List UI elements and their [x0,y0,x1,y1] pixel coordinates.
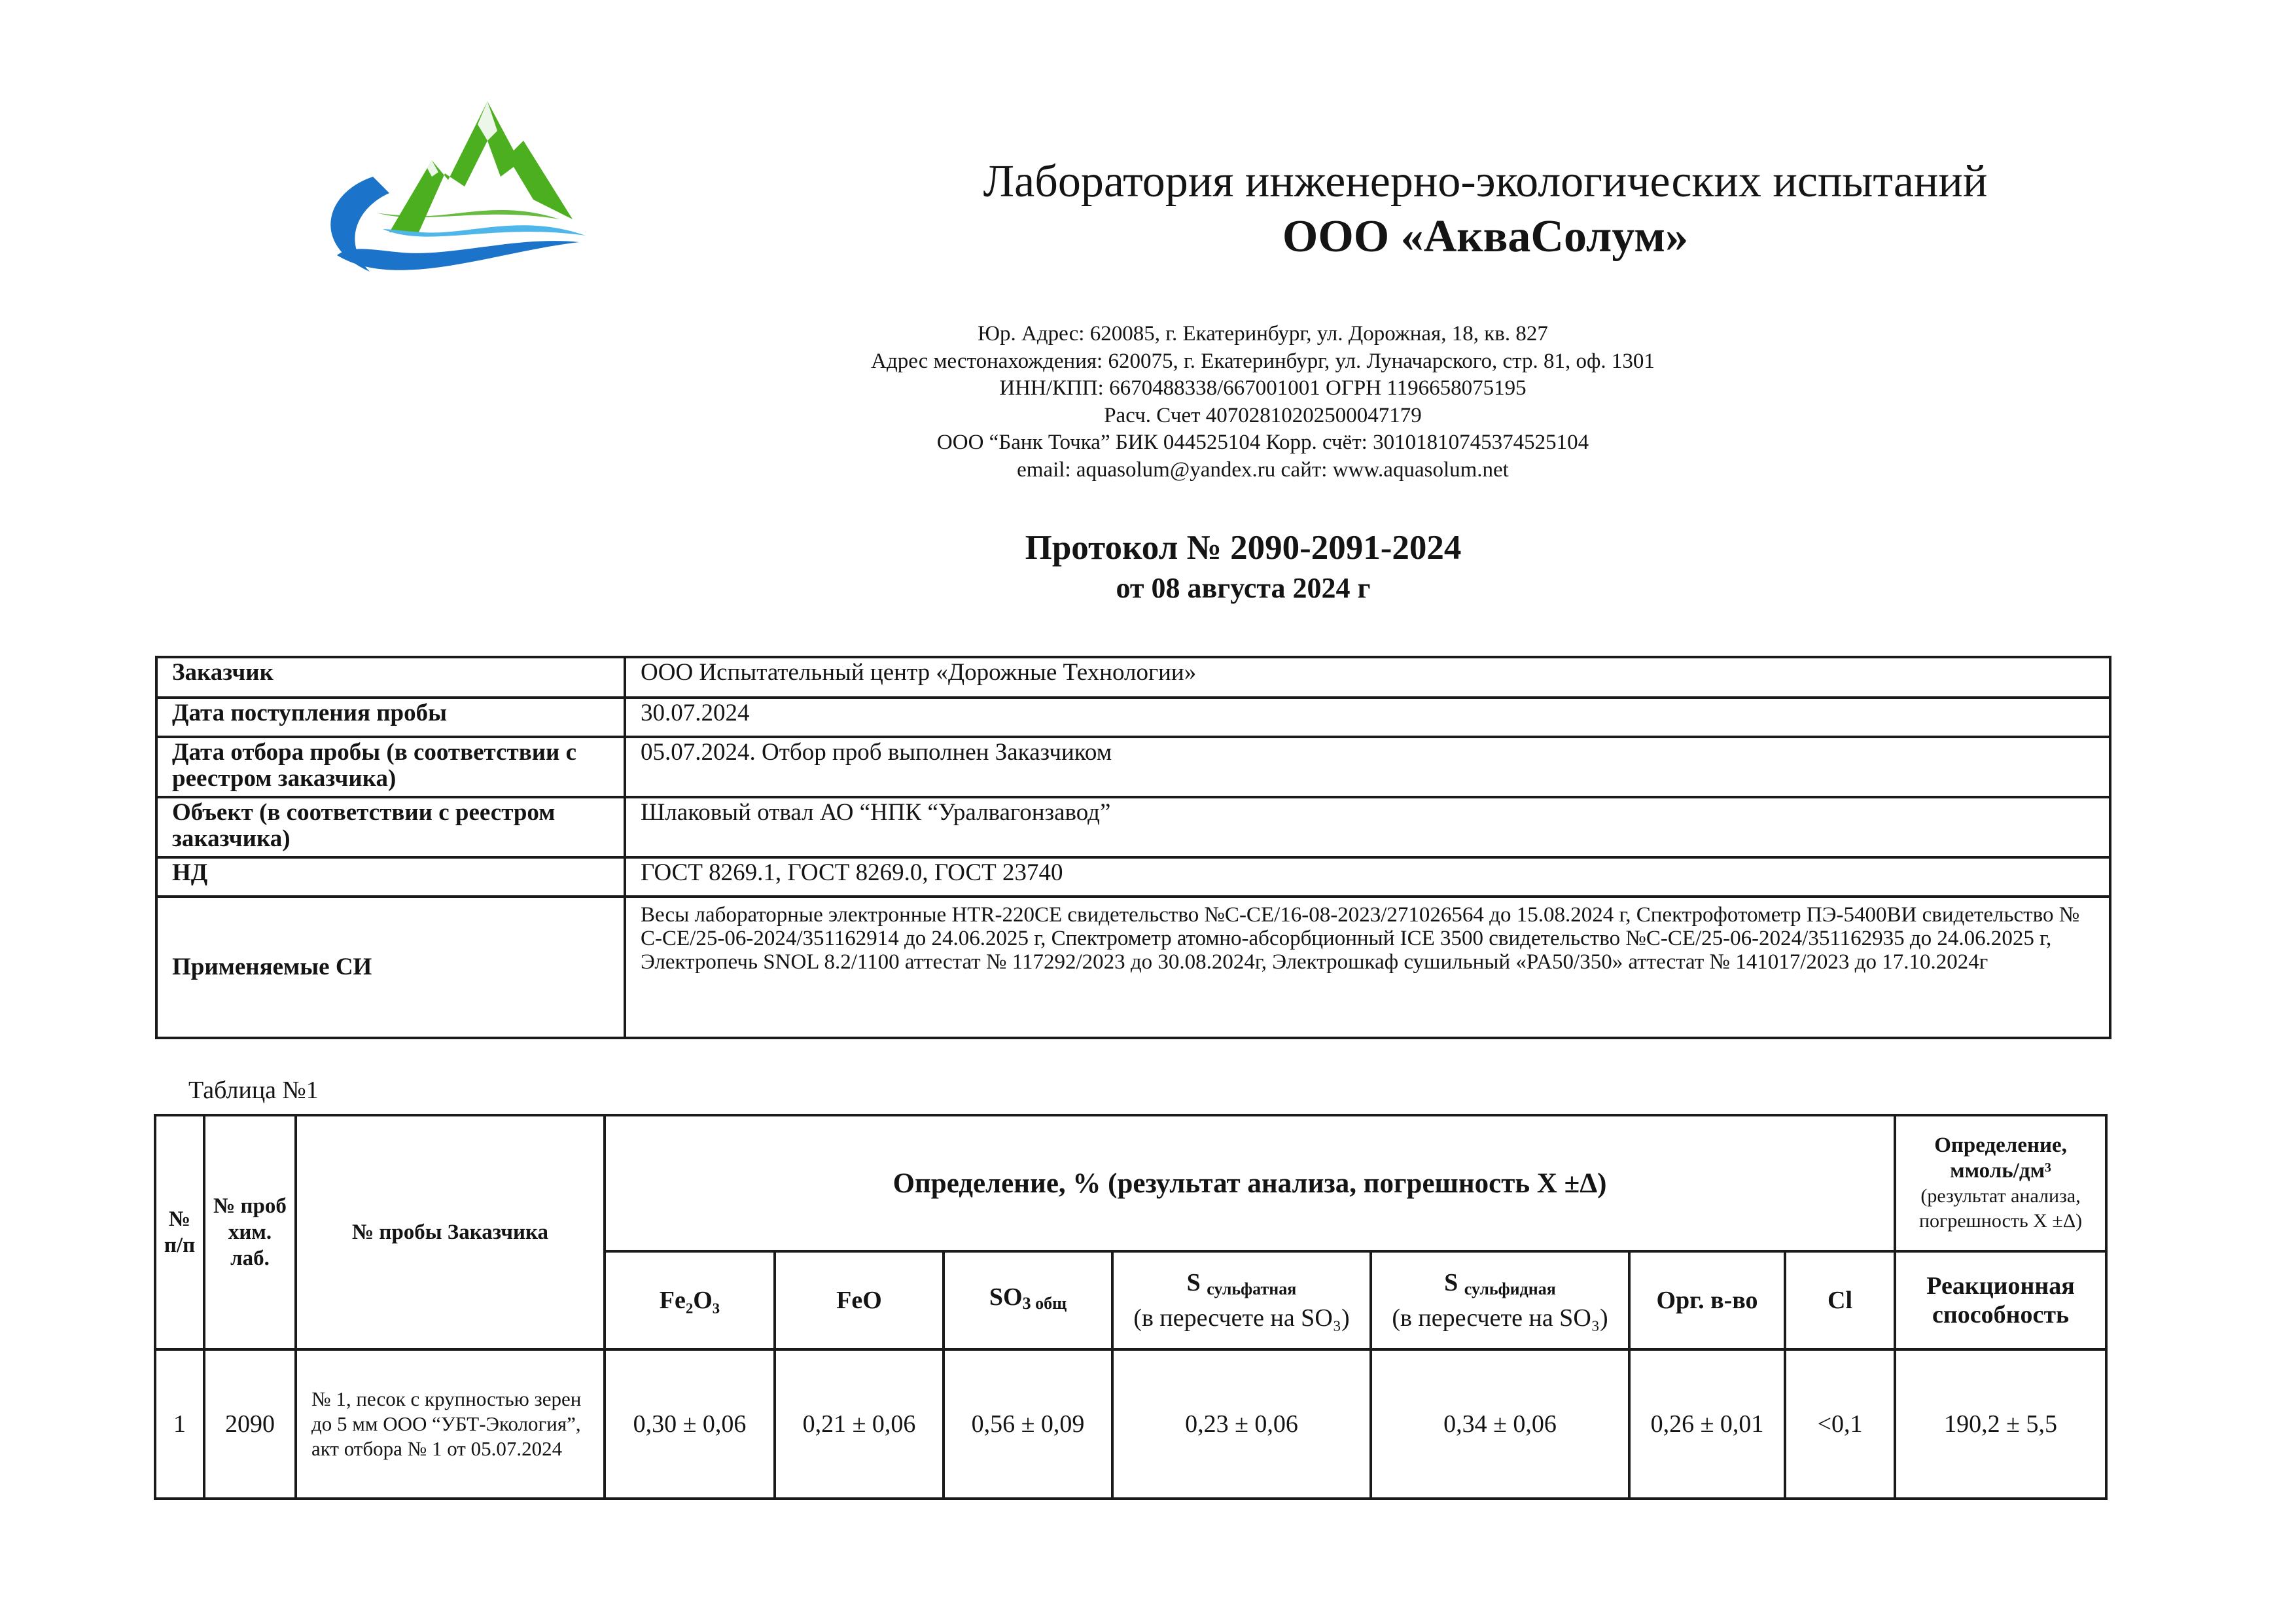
info-label: Дата поступления пробы [156,698,625,737]
info-row [156,797,2110,857]
cell-so3: 0,56 ± 0,09 [944,1349,1112,1499]
header-mmol-unit: ммоль/дм³ [1950,1159,2051,1183]
cell-s-sulfate: 0,23 ± 0,06 [1112,1349,1371,1499]
header-so3-sub: 3 общ [1022,1294,1067,1313]
info-label: Заказчик [156,657,625,698]
cell-sample: № 1, песок с крупностью зерен до 5 мм ООО “УБТ-Экология”, акт отбора № 1 от 05.07.2024 [296,1349,605,1499]
info-row [156,698,2110,737]
header-s-sulfide-note: (в пересчете на SO₃) [1392,1304,1608,1332]
header-s-sulfate [1112,1251,1371,1349]
company-requisites [707,321,1819,484]
header-s-sulfate-sub: сульфатная [1207,1279,1297,1298]
contacts: email: aquasolum@yandex.ru сайт: www.aquasolum.net [1017,457,1509,482]
lab-name: Лаборатория инженерно-экологических испытаний [983,156,1988,207]
header-org: Орг. в-во [1629,1251,1785,1349]
header-mmol-group [1895,1115,2106,1251]
header-so3 [944,1251,1112,1349]
cell-no: 1 [155,1349,204,1499]
header-s-sulfate-note: (в пересчете на SO₃) [1133,1304,1350,1332]
header-mmol-note: (результат анализа, погрешность Х ±Δ) [1919,1185,2083,1232]
header-fe2o3: Fe₂O₃ [605,1251,775,1349]
info-row [156,657,2110,698]
info-row [156,897,2110,1038]
cell-org: 0,26 ± 0,01 [1629,1349,1785,1499]
cell-s-sulfide: 0,34 ± 0,06 [1371,1349,1629,1499]
cell-feo: 0,21 ± 0,06 [775,1349,944,1499]
info-row [156,857,2110,897]
results-table [154,1114,2108,1500]
header-percent-group: Определение, % (результат анализа, погрешность Х ±Δ) [605,1115,1895,1251]
info-value: 30.07.2024 [625,698,2110,737]
header-s-sulfide [1371,1251,1629,1349]
header-cl: Cl [1785,1251,1895,1349]
info-label: Применяемые СИ [156,897,625,1038]
info-value: 05.07.2024. Отбор проб выполнен Заказчиком [625,737,2110,797]
cell-lab-no: 2090 [204,1349,296,1499]
protocol-number: Протокол № 2090-2091-2024 [1025,529,1462,567]
legal-address: Юр. Адрес: 620085, г. Екатеринбург, ул. Дорожная, 18, кв. 827 [978,322,1548,346]
actual-address: Адрес местонахождения: 620075, г. Екатеринбург, ул. Луначарского, стр. 81, оф. 1301 [871,349,1655,373]
header-s-sulfide-main: S [1444,1269,1458,1296]
bank-account: Расч. Счет 40702810202500047179 [1104,403,1422,427]
info-value: ГОСТ 8269.1, ГОСТ 8269.0, ГОСТ 23740 [625,857,2110,897]
mountain-water-logo-icon [298,95,605,291]
inn-kpp: ИНН/КПП: 6670488338/667001001 ОГРН 1196658075195 [999,376,1527,400]
info-value: Шлаковый отвал АО “НПК “Уралвагонзавод” [625,797,2110,857]
protocol-date: от 08 августа 2024 г [1116,572,1371,604]
info-label: НД [156,857,625,897]
info-row [156,737,2110,797]
cell-fe2o3: 0,30 ± 0,06 [605,1349,775,1499]
bank-details: ООО “Банк Точка” БИК 044525104 Корр. счёт: 30101810745374525104 [936,431,1589,454]
info-label: Дата отбора пробы (в соответствии с реестром заказчика) [156,737,625,797]
header-s-sulfate-main: S [1186,1269,1201,1296]
table-caption: Таблица №1 [188,1077,319,1104]
header-feo: FeO [775,1251,944,1349]
header-react: Реакционная способность [1895,1251,2106,1349]
info-value: ООО Испытательный центр «Дорожные Технологии» [625,657,2110,698]
company-name: ООО «АкваСолум» [1282,211,1689,262]
header-lab-no: № проб хим. лаб. [204,1115,296,1349]
header-sample-no: № пробы Заказчика [296,1115,605,1349]
cell-react: 190,2 ± 5,5 [1895,1349,2106,1499]
header-mmol-title: Определение, [1934,1133,2067,1157]
header-no: № п/п [155,1115,204,1349]
table-row [155,1349,2106,1499]
header-s-sulfide-sub: сульфидная [1464,1279,1556,1298]
info-label: Объект (в соответствии с реестром заказчика) [156,797,625,857]
header-so3-main: SO [989,1283,1023,1311]
info-value: Весы лабораторные электронные HTR-220CE свидетельство №С-СЕ/16-08-2023/271026564 до 15.08.2024 г, Спектрофотометр ПЭ-5400ВИ свидетельство № С-СЕ/25-06-2024/351162914 до 24.06.2025 г, Спектрометр атомно-абсорбционный ICE 3500 свидетельство №С-СЕ/25-06-2024/351162935 до 24.06.2025 г, Электропечь SNOL 8.2/1100 аттестат № 117292/2023 до 30.08.2024г, Электрошкаф сушильный «PA50/350» аттестат № 141017/2023 до 17.10.2024г [625,897,2110,1038]
info-table [155,656,2111,1039]
cell-cl: <0,1 [1785,1349,1895,1499]
